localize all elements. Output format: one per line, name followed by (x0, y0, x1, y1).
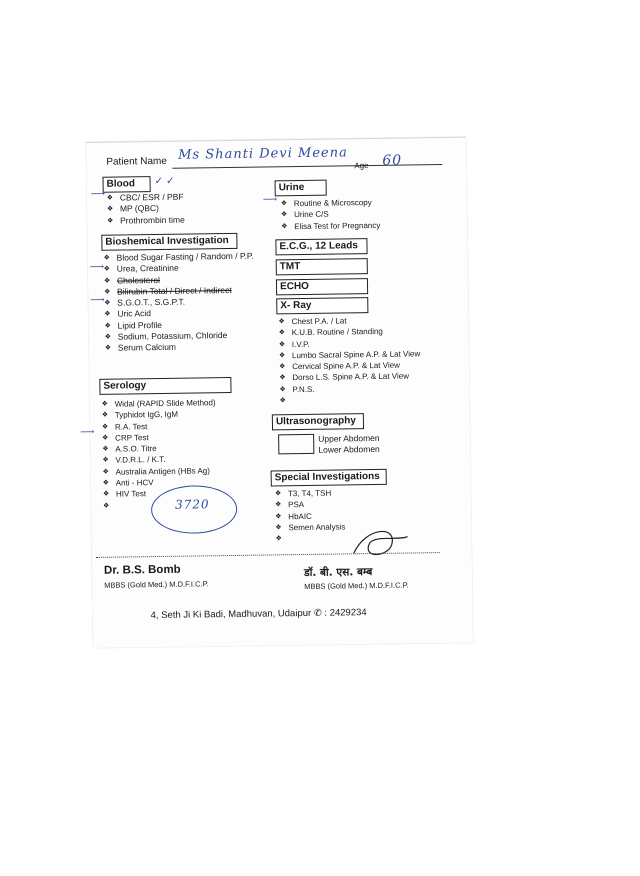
list-item: ❖ CRP Test (102, 431, 216, 444)
list-item: ❖ MP (QBC) (107, 203, 185, 215)
list-item: ❖ Serum Calcium (105, 341, 255, 354)
age-label: Age (354, 161, 369, 171)
blood-list (107, 192, 185, 227)
age-value: 60 (382, 152, 403, 169)
upper-abdomen-label: Upper Abdomen (318, 432, 380, 444)
biochem-heading: Bioshemical Investigation (101, 233, 237, 251)
list-item: ❖ K.U.B. Routine / Standing (279, 326, 420, 339)
list-item: ❖ V.D.R.L. / K.T. (102, 454, 216, 467)
echo-heading: ECHO (276, 278, 368, 295)
list-item: ❖ Typhidot IgG, IgM (102, 409, 216, 422)
crp-arrow-mark: ⟶ (79, 426, 95, 439)
ultrasonography-heading: Ultrasonography (272, 413, 364, 430)
lower-abdomen-label: Lower Abdomen (318, 443, 380, 455)
prescription-sheet (79, 137, 473, 648)
list-item: ❖ Bilirubin Total / Direct / Indirect (104, 285, 254, 298)
urine-list (281, 197, 381, 232)
sgot-arrow-mark: ⟶ (90, 294, 105, 306)
list-item: ❖ Uric Acid (104, 307, 254, 320)
special-heading: Special Investigations (271, 469, 387, 487)
list-item: ❖ Semen Analysis (275, 521, 345, 533)
list-item: ❖ Lumbo Sacral Spine A.P. & Lat View (279, 348, 420, 361)
blood-check-mark: ✓ ✓ (154, 175, 175, 188)
urea-arrow-mark: ⟶ (89, 261, 105, 273)
list-item: ❖ Dorso L.S. Spine A.P. & Lat View (279, 371, 420, 384)
patient-name-value: Ms Shanti Devi Meena (178, 145, 348, 163)
ultrasonography-check-box (278, 434, 314, 455)
list-item: ❖ I.V.P. (279, 337, 420, 350)
list-item: ❖ Urea, Creatinine (104, 262, 254, 275)
list-item: ❖ HIV Test (103, 488, 217, 501)
list-item: ❖ Elisa Test for Pregnancy (281, 219, 380, 232)
xray-heading: X- Ray (276, 297, 368, 314)
urine-arrow-mark: ⟶ (262, 194, 278, 206)
list-item: ❖ Australia Antigen (HBs Ag) (103, 465, 217, 478)
list-item: ❖ Sodium, Potassium, Chloride (105, 330, 255, 343)
tmt-heading: TMT (276, 258, 368, 275)
list-item: ❖ PSA (275, 499, 345, 511)
ecg-heading: E.C.G., 12 Leads (275, 238, 367, 255)
special-list (275, 487, 346, 533)
list-item: ❖ T3, T4, TSH (275, 487, 345, 499)
list-item: ❖ Cervical Spine A.P. & Lat View (279, 360, 420, 373)
list-item: ❖ Lipid Profile (104, 318, 254, 331)
list-item: ❖ Chest P.A. / Lat (278, 314, 419, 327)
handwritten-stamp-value: 3720 (174, 497, 210, 512)
blood-arrow-mark: ⟶ (90, 188, 106, 200)
list-item: ❖ HbAIC (275, 510, 345, 522)
list-item: ❖ Blood Sugar Fasting / Random / P.P. (104, 251, 254, 264)
list-item: ❖ A.S.O. Titre (102, 442, 216, 455)
patient-name-label: Patient Name (106, 155, 167, 168)
blood-heading: Blood (102, 176, 150, 193)
list-item: ❖ P.N.S. (279, 382, 420, 395)
list-item: ❖ Prothrombin time (107, 214, 185, 226)
list-item: ❖ Widal (RAPID Slide Method) (102, 397, 216, 410)
urine-heading: Urine (275, 180, 327, 197)
serology-heading: Serology (99, 377, 231, 395)
list-item: ❖ Anti - HCV (103, 476, 217, 489)
doctor-degree-hindi: MBBS (Gold Med.) M.D.F.I.C.P. (304, 580, 409, 591)
doctor-degree-english: MBBS (Gold Med.) M.D.F.I.C.P. (104, 579, 209, 590)
list-item: ❖ Cholesterol (104, 273, 254, 286)
list-item: ❖ Urine C/S (281, 208, 380, 221)
list-item: ❖ CBC/ ESR / PBF (107, 192, 185, 204)
signature-scribble (347, 522, 412, 563)
biochem-list (104, 251, 256, 355)
doctor-name-english: Dr. B.S. Bomb (103, 563, 181, 577)
list-item: ❖ R.A. Test (102, 420, 216, 433)
doctor-name-hindi: डॉ. बी. एस. बम्ब (303, 566, 373, 579)
list-item: ❖ S.G.O.T., S.G.P.T. (104, 296, 254, 309)
xray-list (278, 314, 420, 395)
list-item: ❖ Routine & Microscopy (281, 197, 380, 210)
clinic-address: 4, Seth Ji Ki Badi, Madhuvan, Udaipur ✆ : 2429234 (150, 607, 367, 622)
